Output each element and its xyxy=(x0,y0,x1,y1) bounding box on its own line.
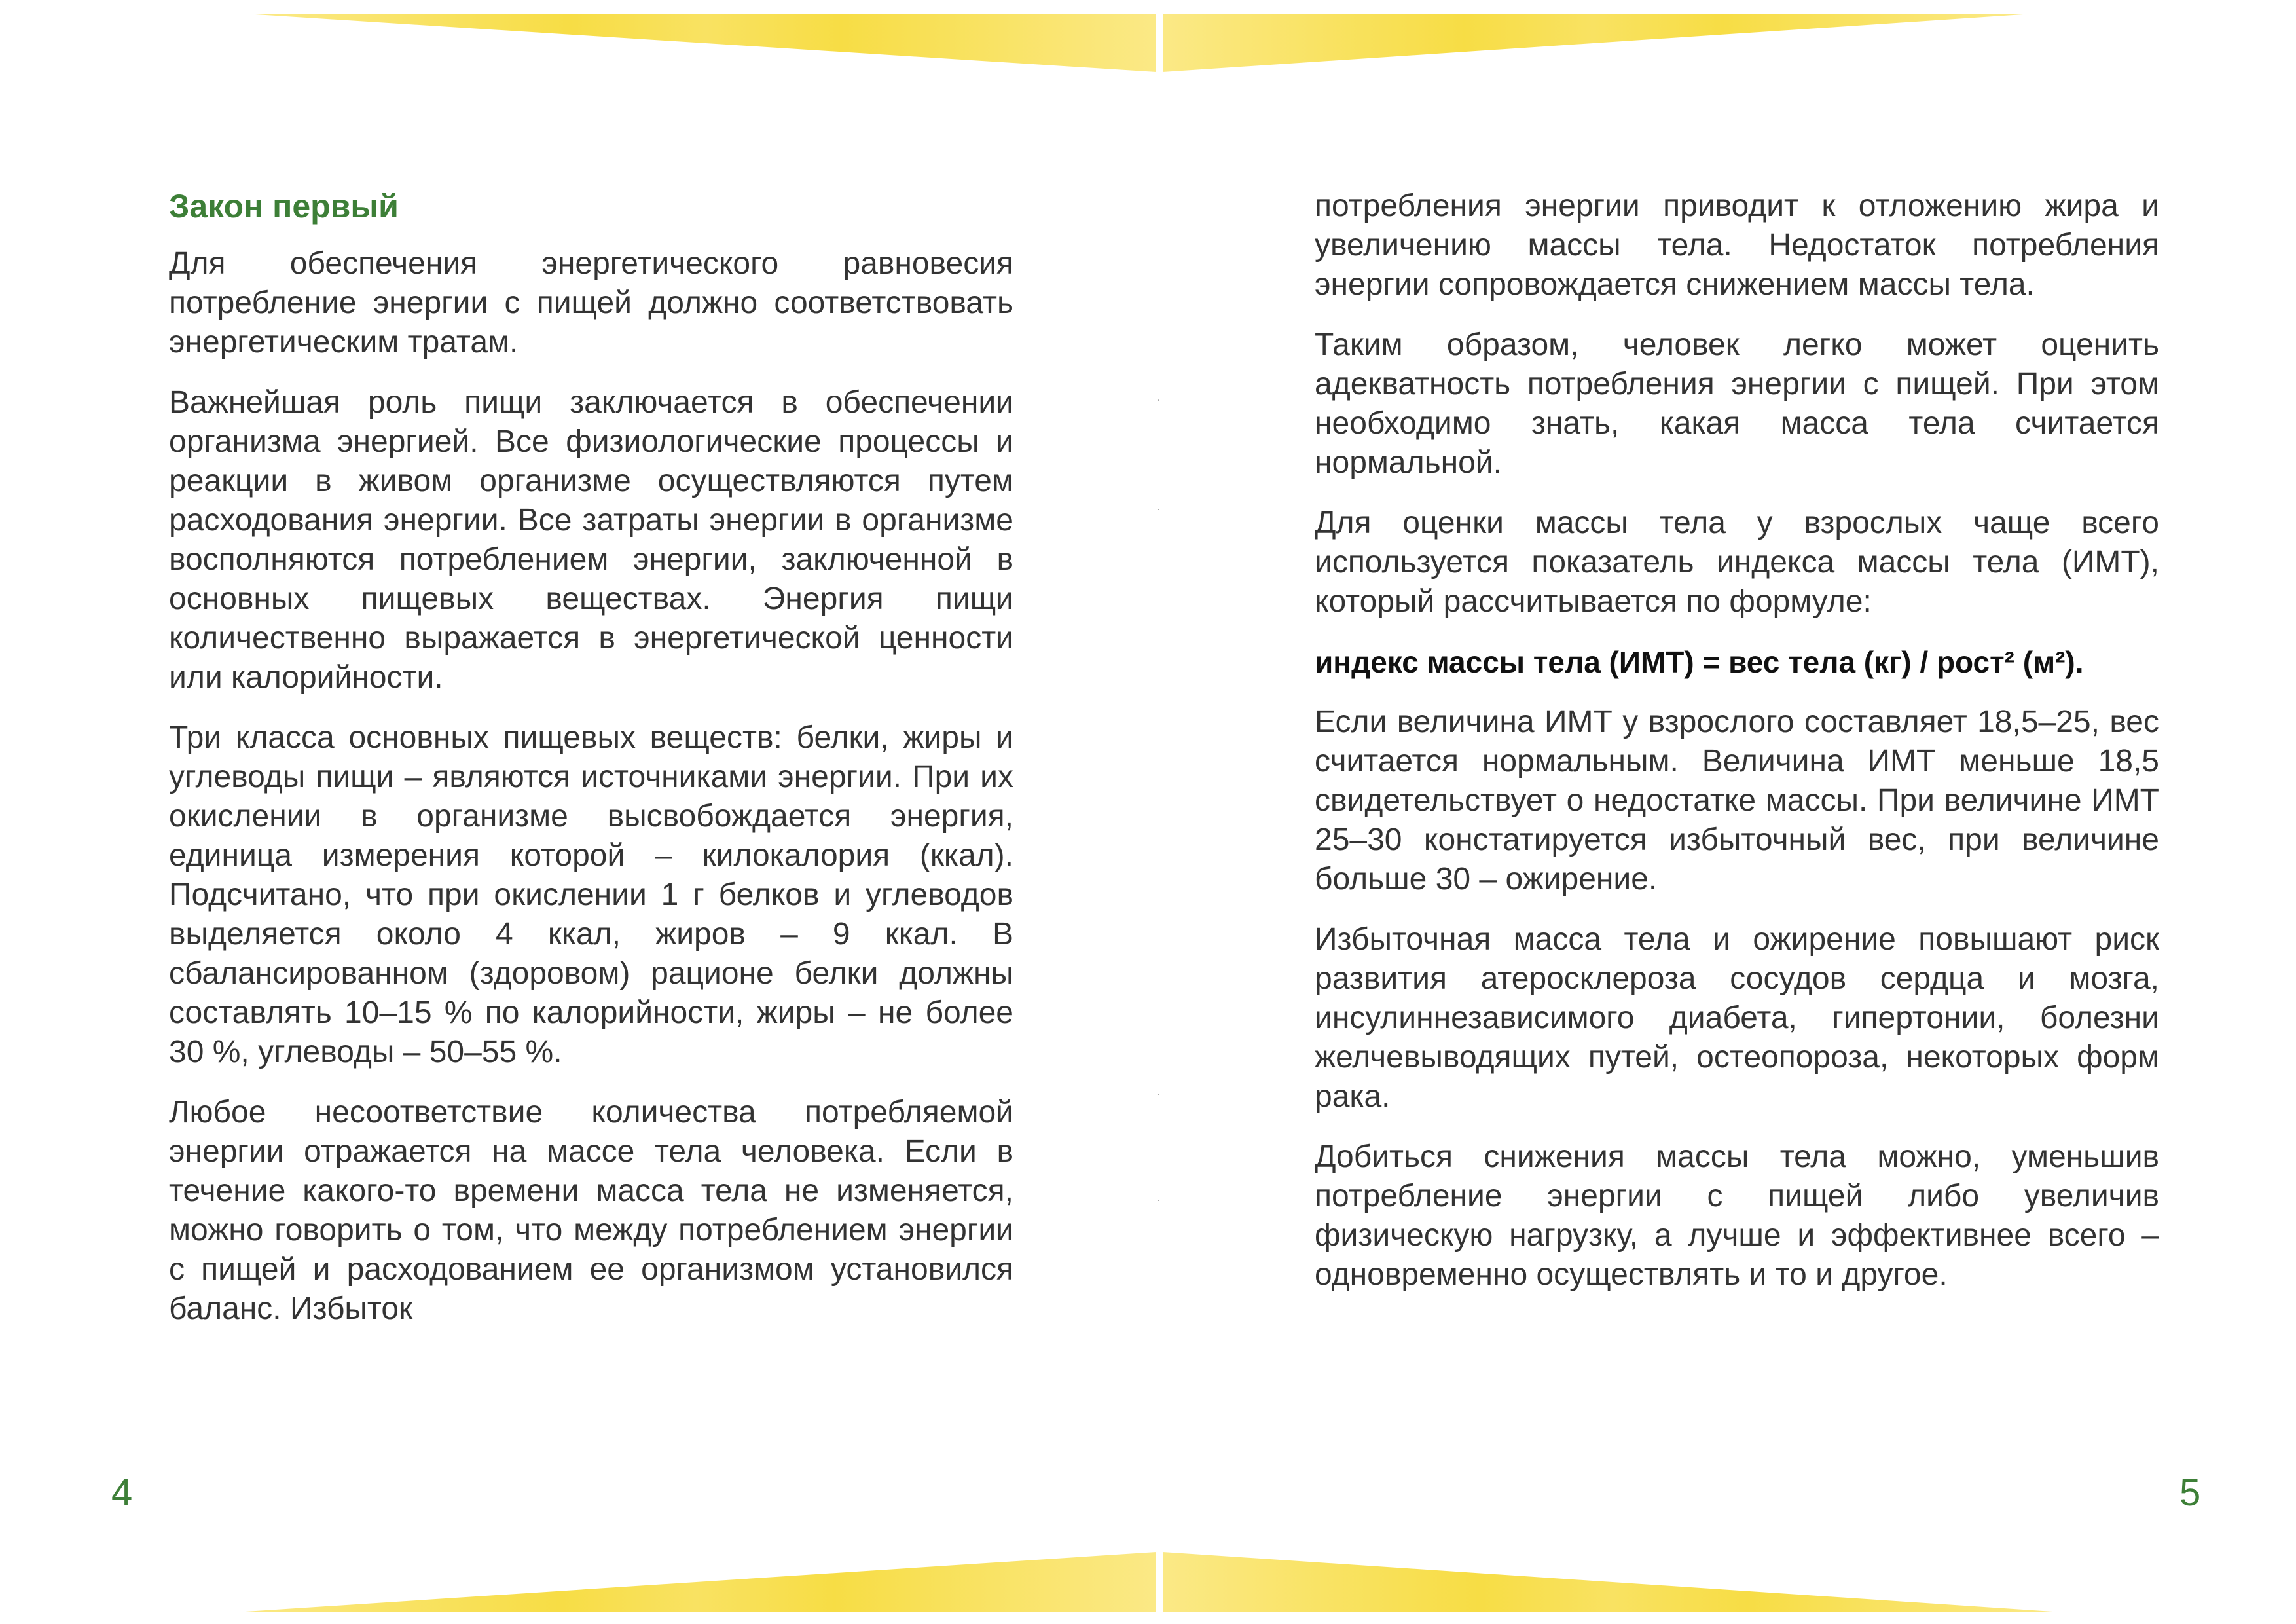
fold-stitch-mark: · xyxy=(1157,1090,1161,1100)
paragraph: Любое несоответствие количества потребляемой энергии отражается на массе тела человека. Если в течение какого-то времени масса тела не изменяется, можно говорить о том, что между потреблением энергии с пищей и расходованием ее организмом установился баланс. Избыток xyxy=(169,1095,1013,1326)
paragraph: Добиться снижения массы тела можно, уменьшив потребление энергии с пищей либо увеличив физическую нагрузку, а лучше и эффективнее всего – одновременно осуществлять и то и другое. xyxy=(1315,1139,2159,1292)
paragraph: Для обеспечения энергетического равновесия потребление энергии с пищей должно соответствовать энергетическим тратам. xyxy=(169,246,1013,360)
fold-stitch-mark: · xyxy=(1157,1196,1161,1206)
paragraph: потребления энергии приводит к отложению жира и увеличению массы тела. Недостаток потребления энергии сопровождается снижением массы тела. xyxy=(1315,189,2159,302)
paragraph: Избыточная масса тела и ожирение повышают риск развития атеросклероза сосудов сердца и мозга, инсулиннезависимого диабета, гипертонии, болезни желчевыводящих путей, остеопороза, некоторых форм рака. xyxy=(1315,922,2159,1114)
fold-stitch-mark: · xyxy=(1157,396,1161,406)
paragraph: Если величина ИМТ у взрослого составляет 18,5–25, вес считается нормальным. Величина ИМТ меньше 18,5 свидетельствует о недостатке массы. При величине ИМТ 25–30 констатируется избыточный вес, при величине больше 30 – ожирение. xyxy=(1315,705,2159,896)
paragraph: Важнейшая роль пищи заключается в обеспечении организма энергией. Все физиологические процессы и реакции в живом организме осуществляются путем расходования энергии. Все затраты энергии в организме восполняются потреблением энергии, заключенной в основных пищевых веществах. Энергия пищи количественно выражается в энергетической ценности или калорийности. xyxy=(169,385,1013,695)
page-number-left: 4 xyxy=(111,1471,133,1514)
paragraph: Три класса основных пищевых веществ: белки, жиры и углеводы пищи – являются источниками энергии. При их окислении в организме высвобождается энергия, единица измерения которой – килокалория (ккал). Подсчитано, что при окислении 1 г белков и углеводов выделяется около 4 ккал, жиров – 9 ккал. В сбалансированном (здоровом) рационе белки должны составлять 10–15 % по калорийности, жиры – не более 30 %, углеводы – 50–55 %. xyxy=(169,720,1013,1069)
paragraph: Таким образом, человек легко может оценить адекватность потребления энергии с пищей. При этом необходимо знать, какая масса тела считается нормальной. xyxy=(1315,327,2159,480)
left-text-column xyxy=(169,187,1013,1350)
page-number-right: 5 xyxy=(2179,1471,2201,1514)
fold-stitch-mark: · xyxy=(1157,505,1161,515)
right-text-column xyxy=(1315,187,2159,1316)
right-page xyxy=(1148,0,2296,1624)
section-heading: Закон первый xyxy=(169,188,399,225)
bmi-formula: индекс массы тела (ИМТ) = вес тела (кг) / рост² (м²). xyxy=(1315,645,2084,679)
paragraph: Для оценки массы тела у взрослых чаще всего используется показатель индекса массы тела (ИМТ), который рассчитывается по формуле: xyxy=(1315,506,2159,619)
